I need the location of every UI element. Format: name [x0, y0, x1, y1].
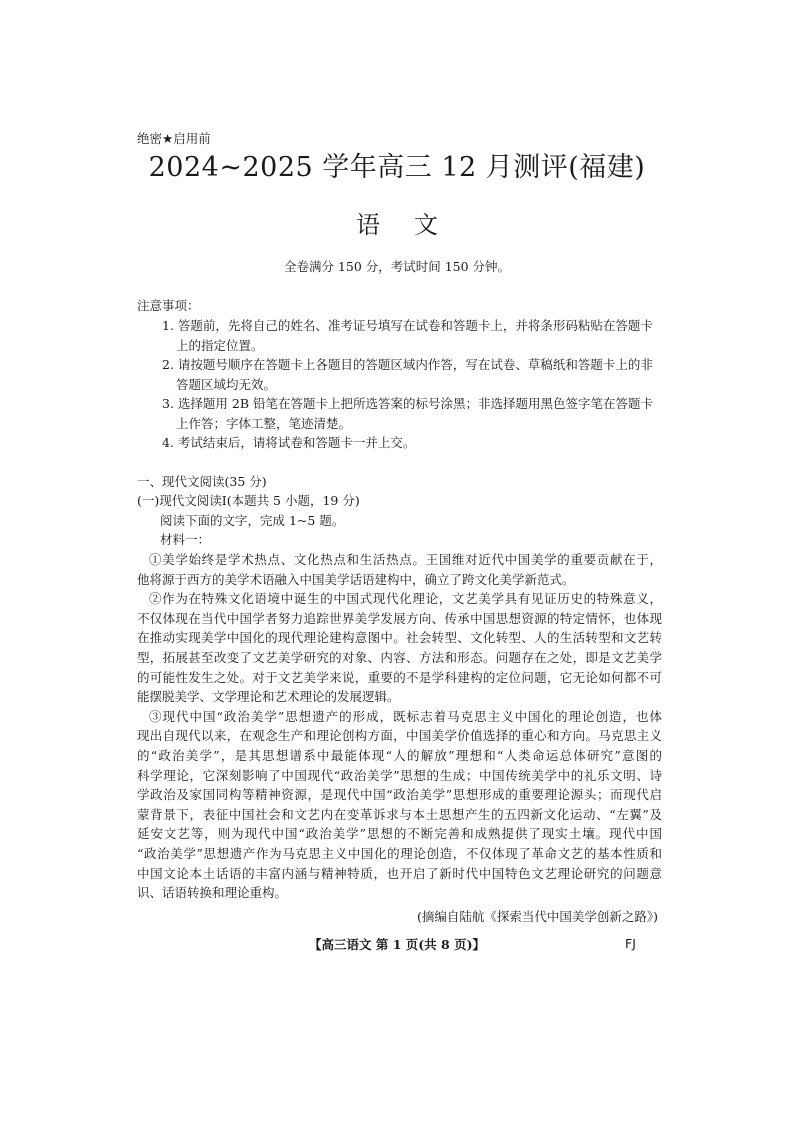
section-title: 一、现代文阅读(35 分): [137, 474, 267, 489]
passage-line: ②作为在特殊文化语境中诞生的中国式现代化理论，文艺美学具有见证历史的特殊意义，: [149, 591, 662, 607]
passage-line: 他将源于西方的美学术语融入中国美学话语建构中，确立了跨文化美学新范式。: [137, 571, 575, 587]
passage-line: 能摆脱美学、文学理论和艺术理论的发展逻辑。: [137, 689, 400, 705]
passage-line: 在推动实现美学中国化的现代理论建构意图中。社会转型、文化转型、人的生活转型和文艺转: [137, 630, 662, 646]
notice-item: 4. 考试结束后，请将试卷和答题卡一并上交。: [162, 435, 416, 450]
passage-line: ①美学始终是学术热点、文化热点和生活热点。王国维对近代中国美学的重要贡献在于，: [149, 552, 662, 567]
passage-line: 蒙背景下，表征中国社会和文艺内在变革诉求与本土思想产生的五四新文化运动、“左翼”及: [137, 806, 662, 822]
notice-item-cont: 答题区域均无效。: [176, 377, 277, 392]
notice-item-cont: 上的指定位置。: [176, 338, 264, 353]
passage-line: 科学理论，它深刻影响了中国现代“政治美学”思想的生成；中国传统美学中的礼乐文明、诗: [137, 767, 662, 783]
notice-item: 1. 答题前，先将自己的姓名、准考证号填写在试卷和答题卡上，并将条形码粘贴在答题卡: [162, 318, 653, 333]
source-citation: (摘编自陆航《探索当代中国美学创新之路》): [416, 909, 658, 924]
score-time-note: 全卷满分 150 分，考试时间 150 分钟。: [283, 259, 511, 274]
subject-title: 语文: [356, 211, 472, 239]
page-footer: 【高三语文 第 1 页(共 8 页)】: [309, 937, 485, 952]
notices-heading: 注意事项：: [137, 298, 200, 313]
passage-line: ③现代中国“政治美学”思想遗产的形成，既标志着马克思主义中国化的理论创造，也体: [149, 708, 662, 724]
confidential-label: 绝密★启用前: [137, 131, 211, 146]
passage-line: 识、话语转换和理论重构。: [137, 885, 288, 901]
passage-line: 中国文论本土话语的丰富内涵与精神特质，也开启了新时代中国特色文艺理论研究的问题意: [137, 865, 662, 881]
instruction: 阅读下面的文字，完成 1~5 题。: [160, 513, 345, 528]
passage-line: 的可能性发生之处。对于文艺美学来说，重要的不是学科建构的定位问题，它无论如何都不可: [137, 669, 662, 685]
region-code: FJ: [625, 936, 636, 951]
passage-line: 现出自现代以来，在观念生产和理论创构方面，中国美学价值选择的重心和方向。马克思主义: [137, 728, 662, 744]
passage-line: 不仅体现在当代中国学者努力追踪世界美学发展方向、传承中国思想资源的特定情怀，也体现: [137, 610, 662, 626]
passage-line: 学政治及家国同构等精神资源，是现代中国“政治美学”思想形成的重要理论源头；而现代启: [137, 787, 662, 803]
section-subtitle: (一)现代文阅读Ⅰ(本题共 5 小题，19 分): [137, 493, 360, 508]
exam-title: 2024~2025 学年高三 12 月测评(福建): [148, 152, 646, 183]
passage-line: 的“政治美学”，是其思想谱系中最能体现“人的解放”理想和“人类命运总体研究”意图的: [137, 748, 662, 763]
material-label: 材料一：: [160, 532, 211, 547]
passage-line: “政治美学”思想遗产作为马克思主义中国化的理论创造，不仅体现了革命文艺的基本性质和: [137, 846, 662, 861]
notice-item: 3. 选择题用 2B 铅笔在答题卡上把所选答案的标号涂黑；非选择题用黑色签字笔在答题卡: [162, 396, 653, 411]
passage-line: 延安文艺等，则为现代中国“政治美学”思想的不断完善和成熟提供了现实土壤。现代中国: [137, 826, 662, 842]
notice-item: 2. 请按题号顺序在答题卡上各题目的答题区域内作答，写在试卷、草稿纸和答题卡上的非: [162, 357, 653, 372]
notice-item-cont: 上作答；字体工整，笔迹清楚。: [176, 416, 352, 431]
passage-line: 型，拓展甚至改变了文艺美学研究的对象、内容、方法和形态。问题存在之处，即是文艺美学: [137, 650, 662, 665]
